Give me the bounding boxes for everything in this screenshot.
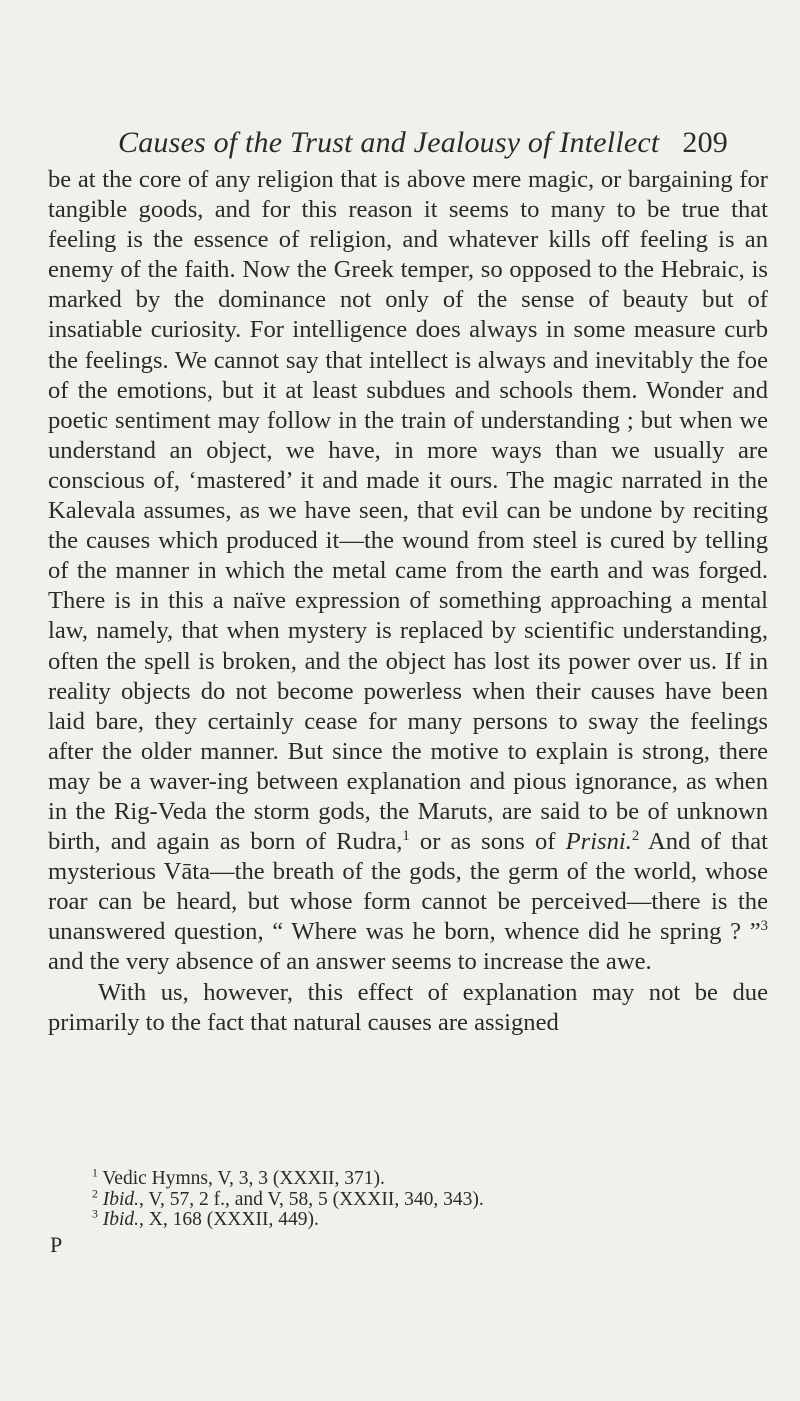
running-title: Causes of the Trust and Jealousy of Intellect — [118, 126, 660, 159]
paragraph-1 — [48, 165, 768, 978]
paragraph-1-text: be at the core of any religion that is above mere magic, or bargaining for tangible goods, and for this reason it seems to many to be true that feeling is the essence of religion, and whatever kills off feeling is an enemy of the faith. Now the Greek temper, so opposed to the Hebraic, is marked by the dominance not only of the sense of beauty but of insatiable curiosity. For intelligence does always in some measure curb the feelings. We cannot say that intellect is always and inevitably the foe of the emotions, but it at least subdues and schools them. Wonder and poetic sentiment may follow in the train of understanding ; but when we understand an object, we have, in more ways than we usually are conscious of, ‘mastered’ it and made it ours. The magic narrated in the Kalevala assumes, as we have seen, that evil can be undone by reciting the causes which produced it—the wound from steel is cured by telling of the manner in which the metal came from the earth and was forged. There is in this a naïve expression of something approaching a mental law, namely, that when mystery is replaced by scientific understanding, often the spell is broken, and the object has lost its power over us. If in reality objects do not become powerless when their causes have been laid bare, they certainly cease for many persons to sway the feelings after the older manner. But since the motive to explain is strong, there may be a waver-ing between explanation and pious ignorance, as when in the Rig-Veda the storm gods, the Maruts, are said to be of unknown birth, and again as born of Rudra, — [48, 166, 768, 856]
footnote-2 — [92, 1187, 752, 1211]
page-number: 209 — [682, 126, 728, 159]
paragraph-1-text-3: And of that mysterious Vāta—the breath of the gods, the germ of the world, whose roar can be heard, but whose form cannot be perceived—there is the unanswered question, “ Where was he born, whence did he spring ? ” — [48, 828, 768, 946]
paragraph-1-text-4: and the very absence of an answer seems to increase the awe. — [48, 948, 652, 976]
footnote-marker: 1 — [92, 1166, 98, 1180]
footnote-italic: Ibid. — [97, 1209, 140, 1230]
footnote-1 — [92, 1166, 752, 1190]
footnote-text: , X, 168 (XXXII, 449). — [139, 1209, 319, 1230]
paragraph-2 — [48, 978, 768, 1038]
footnote-text: Vedic Hymns, V, 3, 3 (XXXII, 371). — [97, 1168, 385, 1189]
footnote-ref-3: 3 — [760, 918, 768, 935]
footnote-marker: 3 — [92, 1207, 98, 1221]
footnote-3 — [92, 1207, 752, 1231]
footnote-marker: 2 — [92, 1187, 98, 1200]
footnote-italic: Ibid. — [97, 1188, 140, 1210]
running-head — [118, 126, 728, 160]
signature-mark: P — [50, 1232, 63, 1257]
paragraph-1-italic: Prisni. — [565, 828, 632, 856]
paragraph-1-text-2: or as sons of — [409, 828, 566, 856]
paragraph-2-text: With us, however, this effect of explanation may not be due primarily to the fact that natural causes are assigned — [48, 978, 768, 1036]
footnotes — [92, 1166, 752, 1231]
body-text — [48, 165, 768, 1038]
footnote-text: , V, 57, 2 f., and V, 58, 5 (XXXII, 340, 343). — [139, 1188, 484, 1210]
footnote-ref-1: 1 — [402, 827, 410, 844]
footnote-ref-2: 2 — [631, 827, 640, 844]
